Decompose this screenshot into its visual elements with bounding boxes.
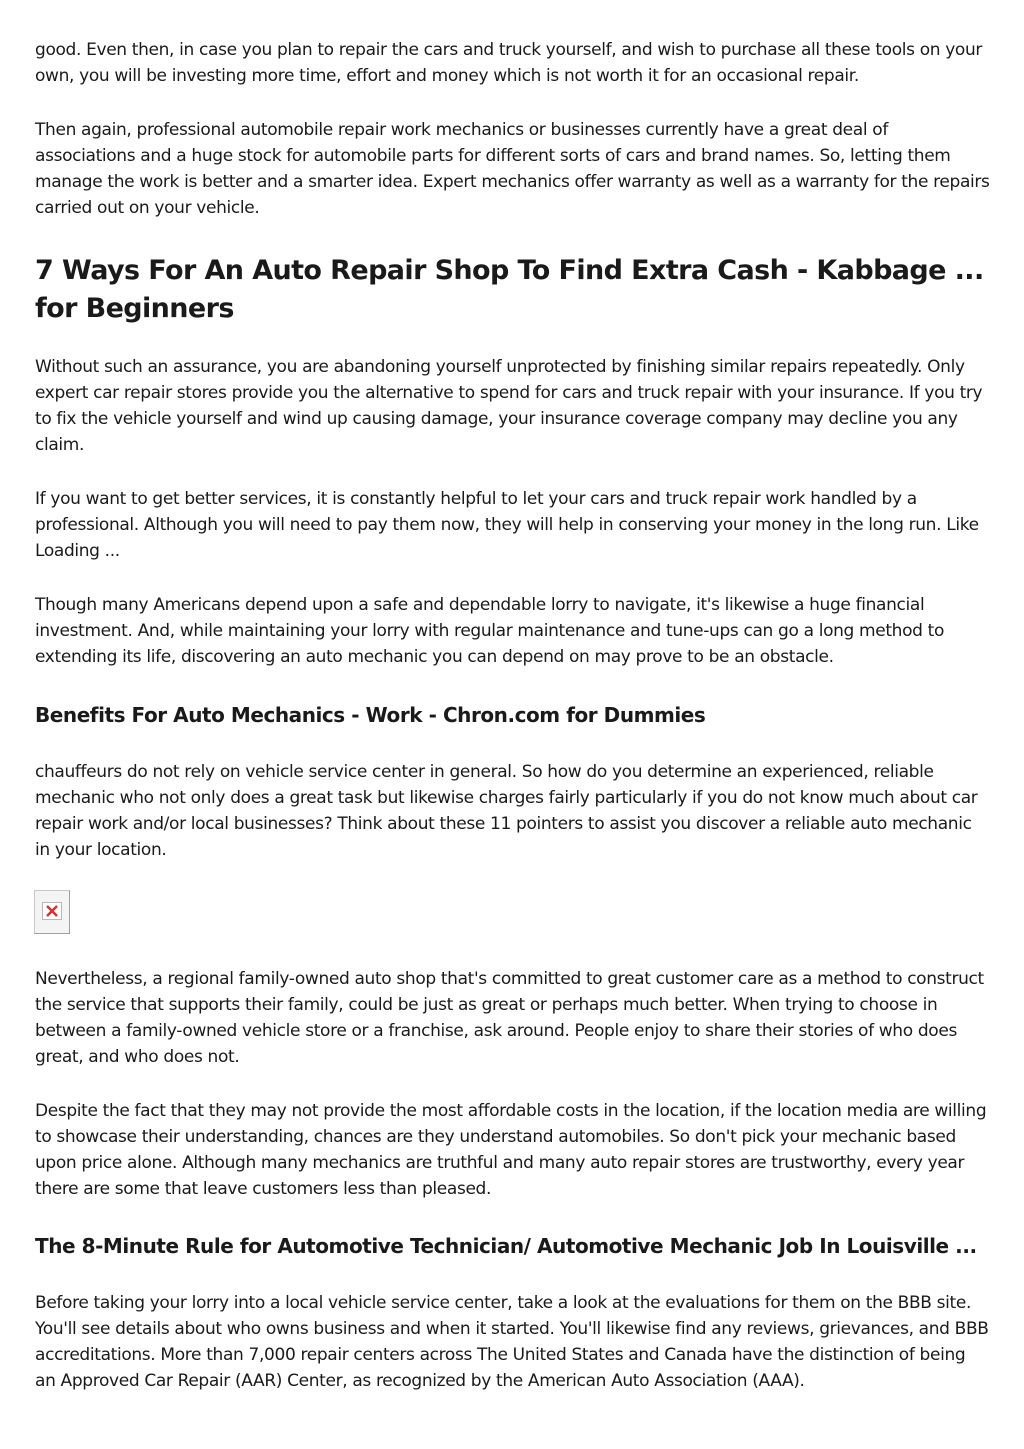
- paragraph: Then again, professional automobile repair work mechanics or businesses currently have a great deal of associations and a huge stock for automobile parts for different sorts of cars and brand names. So, letting them manage the work is better and a smarter idea. Expert mechanics offer warranty as well as a warranty for the repairs carried out on your vehicle.: [35, 120, 990, 218]
- paragraph: Nevertheless, a regional family-owned auto shop that's committed to great customer care as a method to construct the service that supports their family, could be just as great or perhaps much better. When trying to choose in between a family-owned vehicle store or a franchise, ask around. People enjoy to share their stories of who does great, and who does not.: [35, 969, 984, 1067]
- paragraph: Without such an assurance, you are abandoning yourself unprotected by finishing similar repairs repeatedly. Only expert car repair stores provide you the alternative to spend for cars and truck repair with your insurance. If you try to fix the vehicle yourself and wind up causing damage, your insurance coverage company may decline you any claim.: [35, 357, 983, 455]
- paragraph: Before taking your lorry into a local vehicle service center, take a look at the evaluations for them on the BBB site. You'll see details about who owns business and when it started. You'll likewise find any reviews, grievances, and BBB accreditations. More than 7,000 repair centers across The United States and Canada have the distinction of being an Approved Car Repair (AAR) Center, as recognized by the American Auto Association (AAA).: [35, 1293, 989, 1391]
- paragraph: good. Even then, in case you plan to repair the cars and truck yourself, and wish to purchase all these tools on your own, you will be investing more time, effort and money which is not worth it for an occasional repair.: [35, 40, 983, 86]
- paragraph: chauffeurs do not rely on vehicle service center in general. So how do you determine an experienced, reliable mechanic who not only does a great task but likewise charges fairly particularly if you do not know much about car repair work and/or local businesses? Think about these 11 pointers to assist you discover a reliable auto mechanic in your location.: [35, 762, 978, 860]
- paragraph: If you want to get better services, it is constantly helpful to let your cars and truck repair work handled by a professional. Although you will need to pay them now, they will help in conserving your money in the long run. Like Loading ...: [35, 489, 979, 561]
- close-x-icon: [46, 905, 58, 917]
- paragraph: Despite the fact that they may not provide the most affordable costs in the location, if the location media are willing to showcase their understanding, chances are they understand automobiles. So don't pick your mechanic based upon price alone. Although many mechanics are truthful and many auto repair stores are trustworthy, every year there are some that leave customers less than pleased.: [35, 1101, 987, 1199]
- section-heading: 7 Ways For An Auto Repair Shop To Find Extra Cash - Kabbage ... for Beginners: [35, 255, 984, 324]
- paragraph: Though many Americans depend upon a safe and dependable lorry to navigate, it's likewise a huge financial investment. And, while maintaining your lorry with regular maintenance and tune-ups can go a long method to extending its life, discovering an auto mechanic you can depend on may prove to be an obstacle.: [35, 595, 945, 667]
- broken-image-icon: [34, 890, 70, 934]
- section-heading: Benefits For Auto Mechanics - Work - Chron.com for Dummies: [35, 703, 706, 727]
- section-heading: The 8-Minute Rule for Automotive Technician/ Automotive Mechanic Job In Louisville ...: [35, 1234, 977, 1258]
- broken-image-frame: [42, 902, 62, 920]
